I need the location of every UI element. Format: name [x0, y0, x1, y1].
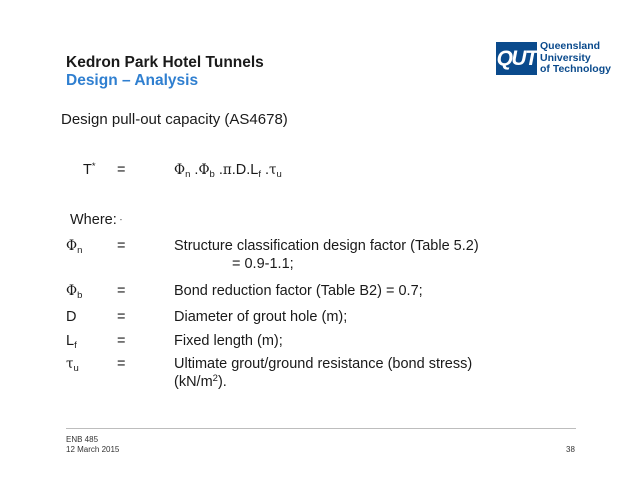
def-cont-sup: 2: [212, 373, 218, 384]
formula-sep-3: .: [260, 162, 270, 178]
formula-phi-b-sub: b: [209, 169, 215, 180]
def-symbol-tau-u: [66, 356, 79, 373]
def-symbol-sub: u: [73, 363, 79, 374]
formula-equals: =: [117, 162, 126, 178]
def-equals: =: [117, 309, 126, 325]
def-cont-post: ).: [217, 374, 227, 390]
page-number: 38: [566, 445, 575, 454]
formula-phi-b: Φ: [198, 162, 210, 178]
def-symbol-l-f: [66, 333, 77, 350]
formula-l-sub: f: [258, 169, 261, 180]
def-symbol-sub: f: [74, 340, 77, 351]
footer-course: ENB 485: [66, 435, 99, 444]
def-cont-pre: (kN/m: [174, 374, 213, 390]
def-text-continued: = 0.9-1.1;: [232, 256, 294, 272]
content-heading: Design pull-out capacity (AS4678): [61, 111, 288, 128]
formula-phi-n: Φ: [174, 162, 186, 178]
def-symbol-main: L: [66, 333, 75, 349]
formula-tau-sub: u: [276, 169, 282, 180]
slide-subtitle: Design – Analysis: [66, 72, 199, 89]
qut-logo: [496, 41, 616, 81]
formula-tau: τ: [269, 162, 277, 178]
formula-pi: π: [222, 162, 232, 178]
def-text: Fixed length (m);: [174, 333, 283, 349]
logo-wordmark: [540, 41, 611, 76]
formula-rhs: [174, 162, 282, 178]
where-dot: -: [119, 217, 123, 224]
formula-lhs-sup: *: [91, 161, 96, 172]
logo-line-1: Queensland: [540, 40, 601, 52]
logo-line-3: of Technology: [540, 63, 611, 75]
formula-lhs: [83, 162, 96, 178]
def-equals: =: [117, 333, 126, 349]
where-text: Where:: [70, 212, 117, 228]
def-symbol-sub: b: [77, 290, 83, 301]
def-equals: =: [117, 356, 126, 372]
def-symbol-main: Φ: [66, 238, 78, 254]
logo-mark: QUT: [496, 47, 537, 70]
def-symbol-sub: n: [77, 245, 83, 256]
formula-phi-n-sub: n: [185, 169, 191, 180]
where-label: [70, 212, 122, 228]
slide-title: Kedron Park Hotel Tunnels: [66, 54, 264, 71]
def-text: Structure classification design factor (Table 5.2): [174, 238, 479, 254]
def-text: Bond reduction factor (Table B2) = 0.7;: [174, 283, 423, 299]
def-symbol-phi-b: [66, 283, 82, 300]
def-text-continued: [174, 374, 227, 390]
formula-sep-2: .: [214, 162, 223, 178]
def-equals: =: [117, 238, 126, 254]
def-symbol-phi-n: [66, 238, 82, 255]
def-text: Diameter of grout hole (m);: [174, 309, 348, 325]
formula-sep-1: .: [190, 162, 199, 178]
footer-date: 12 March 2015: [66, 445, 120, 454]
logo-line-2: University: [540, 51, 591, 64]
formula-lhs-symbol: T: [83, 162, 92, 178]
def-equals: =: [117, 283, 126, 299]
formula-mid: .D.L: [231, 162, 259, 178]
footer-meta: [66, 435, 119, 455]
def-symbol-d: D: [66, 309, 77, 325]
footer-divider: [66, 428, 576, 429]
def-text: Ultimate grout/ground resistance (bond stress): [174, 356, 473, 372]
def-symbol-main: τ: [66, 356, 74, 372]
def-symbol-main: Φ: [66, 283, 78, 299]
